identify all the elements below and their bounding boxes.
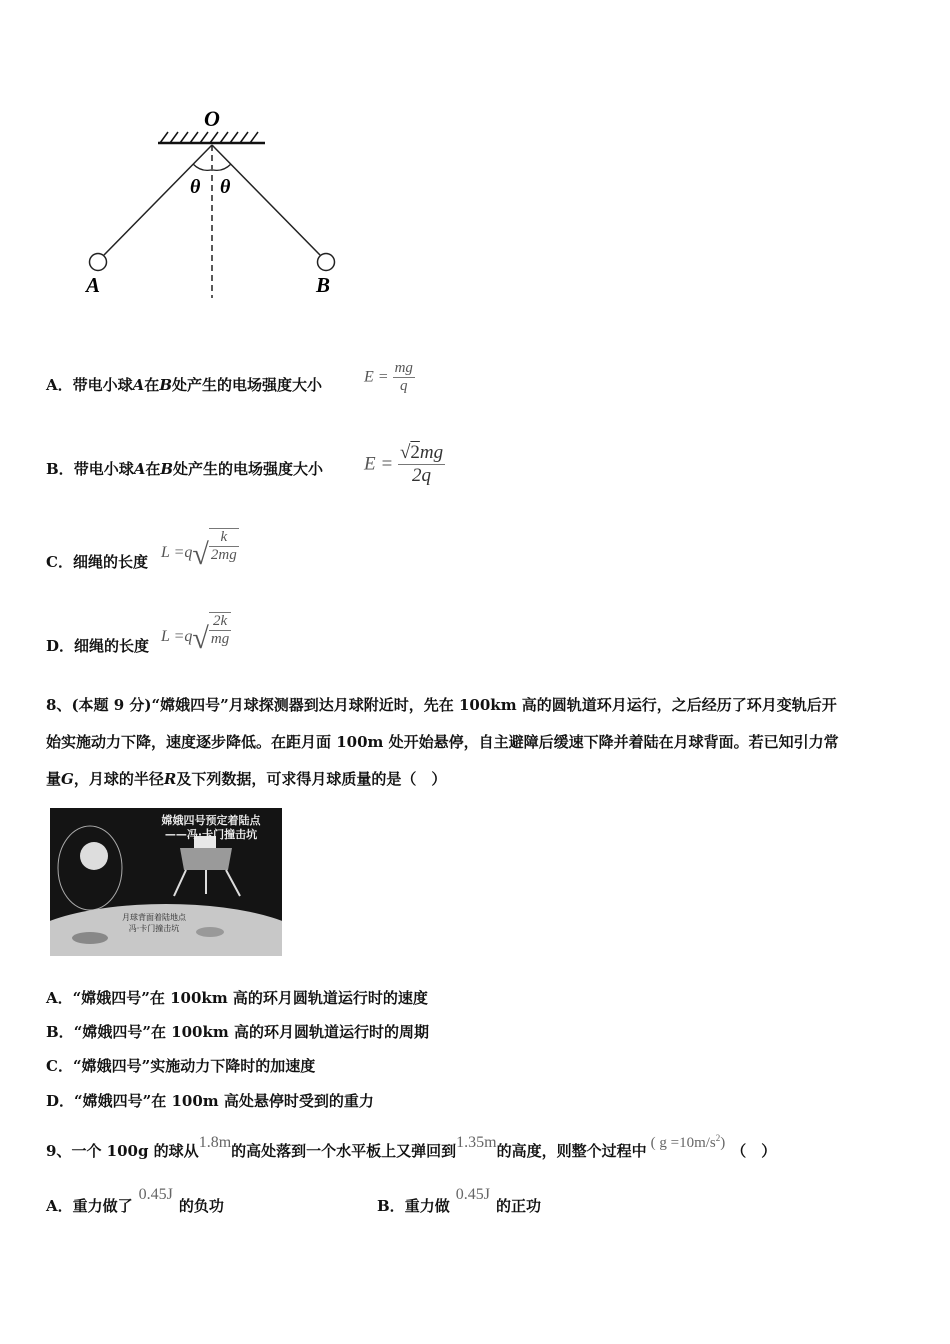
angle-right-label: θ [220, 176, 231, 198]
q8-option-a: A．“嫦娥四号”在 100km 高的环月圆轨道运行时的速度 [46, 989, 428, 1007]
q9-option-b: B．重力做0.45J的正功 [377, 1186, 541, 1215]
q7-c-formula: L =q√ $\frac{k}{2mg}$ [161, 529, 237, 571]
q9-stem: 9、一个 100g 的球从1.8m的高处落到一个水平板上又弹回到1.35m的高度，则整个过程中 ( $g =10m/s^2$) （ ） [46, 1133, 777, 1160]
q8-option-b: B．“嫦娥四号”在 100km 高的环月圆轨道运行时的周期 [46, 1023, 429, 1041]
pivot-label: O [204, 106, 220, 131]
ball-b [318, 254, 335, 271]
q7-option-d: D．细绳的长度 [46, 637, 150, 655]
ball-a-label: A [86, 273, 101, 297]
angle-left-label: θ [190, 176, 201, 198]
q7-option-c: C．细绳的长度 [46, 553, 148, 571]
q7-option-b: B．带电小球A在B处产生的电场强度大小 [46, 460, 324, 478]
q7-d-formula: L =q√ $\frac{2k}{mg}$ [161, 613, 230, 655]
q7-b-formula: E = $\frac{√2mg}{2q}$ [364, 442, 444, 486]
q7-option-a: A．带电小球A在B处产生的电场强度大小 [46, 376, 323, 394]
pendulum-figure [70, 100, 370, 310]
q9-option-a: A．重力做了0.45J的负功 [46, 1186, 224, 1215]
q8-option-d: D．“嫦娥四号”在 100m 高处悬停时受到的重力 [46, 1092, 374, 1110]
q8-option-c: C．“嫦娥四号”实施动力下降时的加速度 [46, 1057, 316, 1075]
q8-stem: 8、(本题 9 分)“嫦娥四号”月球探测器到达月球附近时，先在 100km 高的圆轨道环月运行，之后经历了环月变轨后开 始实施动力下降，速度逐步降低。在距月面 100m 处开始悬停，自主避障后缓速下降并着陆在月球背面。若已知引力常 量G，月球的半径R及下列数据，可求得月球质量的是（ ） [46, 696, 839, 788]
ball-a [90, 254, 107, 271]
string-b [212, 145, 320, 255]
change4-landing-photo: 嫦娥四号预定着陆点 ——冯·卡门撞击坑 月球背面着陆地点 冯·卡门撞击坑 [50, 808, 282, 956]
q7-a-formula: E = $\frac{mg}{q}$ [364, 360, 413, 394]
string-a [104, 145, 212, 255]
moon-icon [80, 842, 108, 870]
ball-b-label: B [316, 273, 331, 297]
